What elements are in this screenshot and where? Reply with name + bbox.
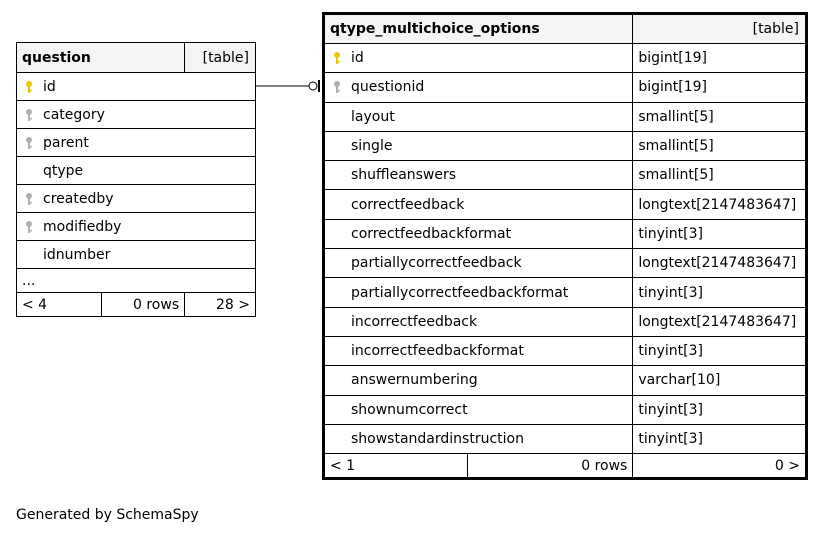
column-name-cell	[17, 129, 256, 157]
column-name-cell	[324, 44, 633, 73]
primary-key-icon	[22, 80, 36, 94]
column-row-incorrectfeedbackformat[interactable]	[324, 336, 807, 365]
column-name: shownumcorrect	[351, 401, 468, 418]
column-type: bigint[19]	[633, 44, 807, 73]
table-header	[324, 14, 807, 44]
column-name: incorrectfeedbackformat	[351, 343, 524, 360]
column-name-cell	[17, 157, 256, 185]
column-row-questionid[interactable]	[324, 73, 807, 102]
column-name-cell	[17, 185, 256, 213]
column-name: correctfeedbackformat	[351, 225, 512, 242]
column-type: smallint[5]	[633, 161, 807, 190]
column-row-parent[interactable]	[17, 129, 256, 157]
column-type: bigint[19]	[633, 73, 807, 102]
more-columns-row	[17, 269, 256, 293]
table-tag: [table]	[633, 14, 807, 44]
parents-link[interactable]: < 4	[17, 293, 102, 317]
table-name[interactable]: qtype_multichoice_options	[324, 14, 633, 44]
column-name: shuffleanswers	[351, 167, 457, 184]
column-name-cell	[324, 278, 633, 307]
column-name-cell	[17, 241, 256, 269]
column-name: correctfeedback	[351, 196, 465, 213]
row-count: 0 rows	[102, 293, 185, 317]
qtype-multichoice-options-table[interactable]	[322, 12, 808, 480]
column-name-cell	[324, 161, 633, 190]
column-name-cell	[324, 366, 633, 395]
column-name: single	[351, 138, 393, 155]
table-footer	[324, 454, 807, 479]
column-type: tinyint[3]	[633, 219, 807, 248]
column-name: createdby	[43, 190, 114, 207]
column-row-showstandardinstruction[interactable]	[324, 424, 807, 453]
column-name: answernumbering	[351, 372, 478, 389]
column-name-cell	[324, 424, 633, 453]
column-name: layout	[351, 108, 395, 125]
column-name: qtype	[43, 162, 84, 179]
column-name: partiallycorrectfeedbackformat	[351, 284, 569, 301]
column-name-cell	[324, 102, 633, 131]
children-link[interactable]: 0 >	[633, 454, 807, 479]
column-name-cell	[324, 131, 633, 160]
column-name-cell	[324, 307, 633, 336]
column-type: tinyint[3]	[633, 278, 807, 307]
column-type: tinyint[3]	[633, 424, 807, 453]
column-name-cell	[324, 336, 633, 365]
column-row-createdby[interactable]	[17, 185, 256, 213]
column-name-cell	[17, 101, 256, 129]
column-name-cell	[324, 190, 633, 219]
column-name: id	[351, 50, 364, 67]
column-row-single[interactable]	[324, 131, 807, 160]
column-type: varchar[10]	[633, 366, 807, 395]
column-row-shownumcorrect[interactable]	[324, 395, 807, 424]
column-name: id	[43, 78, 56, 95]
column-row-shuffleanswers[interactable]	[324, 161, 807, 190]
primary-key-icon	[330, 51, 344, 65]
foreign-key-icon	[330, 80, 344, 94]
column-row-modifiedby[interactable]	[17, 213, 256, 241]
zero-cardinality-marker	[309, 82, 317, 90]
column-row-incorrectfeedback[interactable]	[324, 307, 807, 336]
foreign-key-icon	[22, 220, 36, 234]
column-row-layout[interactable]	[324, 102, 807, 131]
ellipsis: ...	[17, 269, 256, 293]
table-name[interactable]: question	[17, 43, 185, 73]
column-row-id[interactable]	[17, 73, 256, 101]
table-header	[17, 43, 256, 73]
column-name: category	[43, 106, 105, 123]
column-type: tinyint[3]	[633, 336, 807, 365]
column-name-cell	[324, 395, 633, 424]
column-row-partiallycorrectfeedback[interactable]	[324, 249, 807, 278]
column-name-cell	[324, 249, 633, 278]
column-name: questionid	[351, 79, 425, 96]
column-name: modifiedby	[43, 218, 122, 235]
column-row-correctfeedback[interactable]	[324, 190, 807, 219]
column-type: longtext[2147483647]	[633, 307, 807, 336]
column-row-partiallycorrectfeedbackformat[interactable]	[324, 278, 807, 307]
generated-by-text: Generated by SchemaSpy	[16, 507, 199, 523]
table-tag: [table]	[185, 43, 256, 73]
column-name: idnumber	[43, 246, 111, 263]
column-row-answernumbering[interactable]	[324, 366, 807, 395]
column-type: longtext[2147483647]	[633, 249, 807, 278]
column-name-cell	[324, 73, 633, 102]
parents-link[interactable]: < 1	[324, 454, 468, 479]
column-name-cell	[17, 213, 256, 241]
column-type: tinyint[3]	[633, 395, 807, 424]
foreign-key-icon	[22, 136, 36, 150]
column-row-id[interactable]	[324, 44, 807, 73]
column-type: smallint[5]	[633, 102, 807, 131]
column-type: longtext[2147483647]	[633, 190, 807, 219]
column-name: showstandardinstruction	[351, 431, 524, 447]
column-name: parent	[43, 134, 89, 151]
column-row-correctfeedbackformat[interactable]	[324, 219, 807, 248]
table-footer	[17, 293, 256, 317]
column-name-cell	[324, 219, 633, 248]
column-type: smallint[5]	[633, 131, 807, 160]
row-count: 0 rows	[467, 454, 633, 479]
column-row-category[interactable]	[17, 101, 256, 129]
column-row-qtype[interactable]	[17, 157, 256, 185]
foreign-key-icon	[22, 192, 36, 206]
children-link[interactable]: 28 >	[185, 293, 256, 317]
column-name: partiallycorrectfeedback	[351, 255, 522, 272]
foreign-key-icon	[22, 108, 36, 122]
column-name-cell	[17, 73, 256, 101]
question-table[interactable]	[16, 42, 256, 317]
column-name: incorrectfeedback	[351, 313, 478, 330]
column-row-idnumber[interactable]	[17, 241, 256, 269]
